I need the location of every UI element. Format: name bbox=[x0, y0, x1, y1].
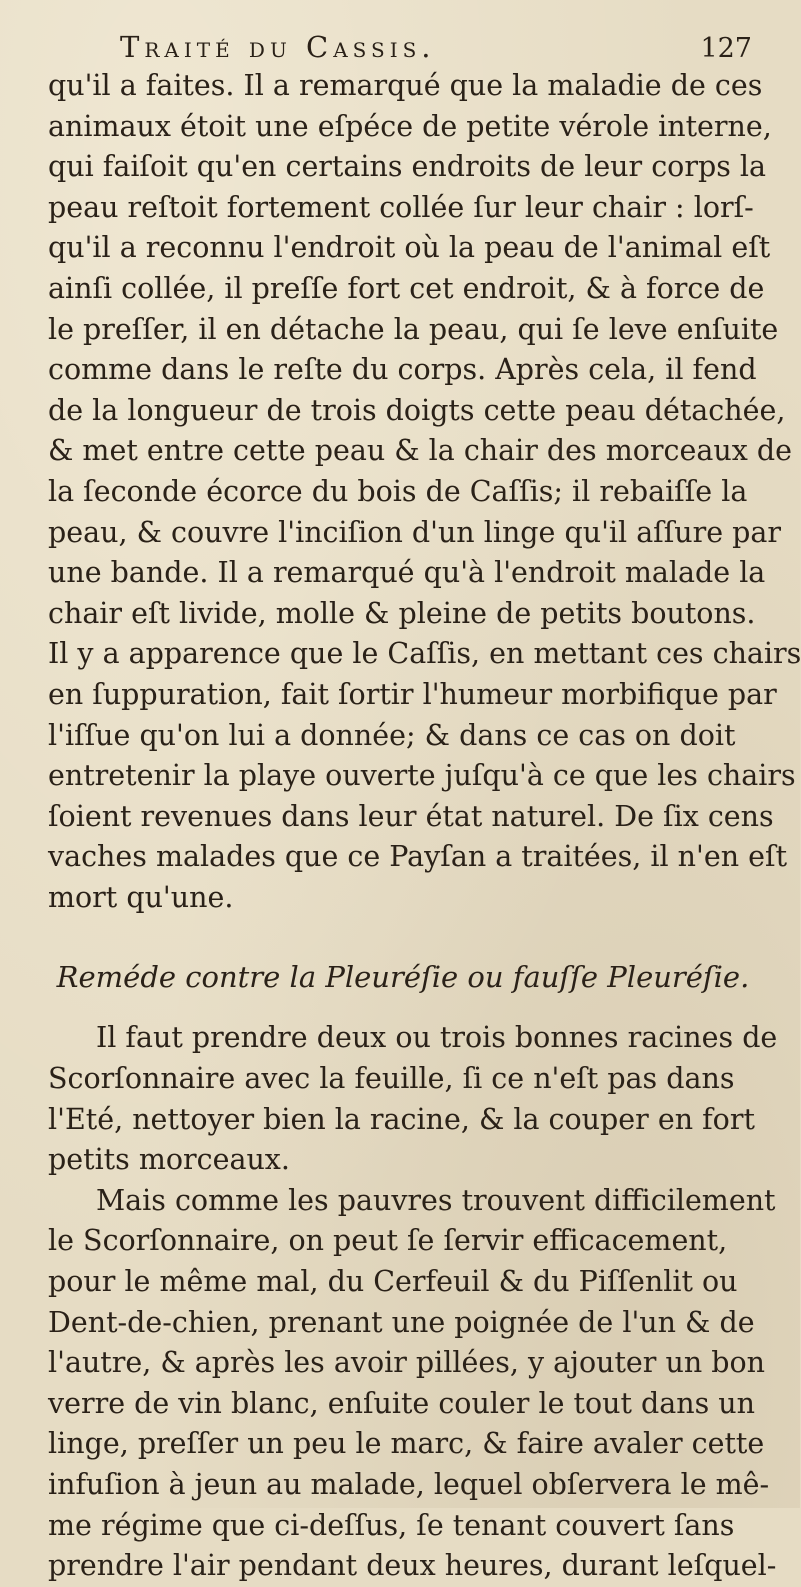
text-line: pour le même mal, du Cerfeuil & du Piſſenlit ou bbox=[48, 1265, 738, 1299]
running-head bbox=[48, 30, 758, 64]
text-line: le preſſer, il en détache la peau, qui ſe leve enſuite bbox=[48, 312, 779, 346]
text-line: de la longueur de trois doigts cette peau détachée, bbox=[48, 393, 786, 427]
text-line: comme dans le reſte du corps. Après cela, il fend bbox=[48, 353, 757, 387]
text-line: prendre l'air pendant deux heures, durant leſquel- bbox=[48, 1549, 777, 1583]
text-line: Scorſonnaire avec la feuille, ſi ce n'eſt pas dans bbox=[48, 1062, 735, 1096]
running-title: Traité du Cassis. bbox=[120, 30, 436, 64]
text-line: qui faiſoit qu'en certains endroits de leur corps la bbox=[48, 150, 766, 184]
page-number: 127 bbox=[700, 33, 752, 64]
paragraph-1 bbox=[48, 66, 801, 918]
text-line: entretenir la playe ouverte juſqu'à ce que les chairs bbox=[48, 759, 796, 793]
text-line: Dent-de-chien, prenant une poignée de l'un & de bbox=[48, 1305, 755, 1339]
text-line: qu'il a reconnu l'endroit où la peau de l'animal eſt bbox=[48, 231, 771, 265]
text-line: vaches malades que ce Payſan a traitées, il n'en eſt bbox=[48, 840, 788, 874]
text-line: & met entre cette peau & la chair des morceaux de bbox=[48, 434, 792, 468]
paragraph-3 bbox=[48, 1181, 777, 1587]
text-line: Il y a apparence que le Caſſis, en mettant ces chairs bbox=[48, 637, 801, 671]
text-line: qu'il a faites. Il a remarqué que la maladie de ces bbox=[48, 69, 763, 102]
text-line: Mais comme les pauvres trouvent difficilement bbox=[96, 1183, 776, 1217]
text-line: l'Eté, nettoyer bien la racine, & la couper en fort bbox=[48, 1102, 755, 1136]
paragraph-2 bbox=[48, 1018, 778, 1180]
text-line: petits morceaux. bbox=[48, 1143, 290, 1177]
text-line: en ſuppuration, fait ſortir l'humeur morbifique par bbox=[48, 677, 777, 711]
text-line: ainſi collée, il preſſe fort cet endroit, & à force de bbox=[48, 271, 765, 305]
text-line: linge, preſſer un peu le marc, & faire avaler cette bbox=[48, 1427, 765, 1461]
text-line: l'autre, & après les avoir pillées, y ajouter un bon bbox=[48, 1346, 766, 1380]
text-line: la ſeconde écorce du bois de Caſſis; il rebaiſſe la bbox=[48, 474, 748, 508]
text-line: le Scorſonnaire, on peut ſe ſervir efficacement, bbox=[48, 1224, 728, 1258]
text-line: peau reſtoit fortement collée ſur leur chair : lorſ- bbox=[48, 190, 754, 224]
section-heading: Reméde contre la Pleuréſie ou fauſſe Pleuréſie. bbox=[56, 960, 750, 995]
text-line: Il faut prendre deux ou trois bonnes racines de bbox=[96, 1021, 778, 1055]
text-line: infuſion à jeun au malade, lequel obſervera le mê- bbox=[48, 1468, 770, 1501]
text-line: chair eſt livide, molle & pleine de petits boutons. bbox=[48, 596, 756, 630]
text-line: peau, & couvre l'inciſion d'un linge qu'il aſſure par bbox=[48, 515, 782, 549]
text-line: l'iſſue qu'on lui a donnée; & dans ce cas on doit bbox=[48, 718, 736, 752]
text-line: mort qu'une. bbox=[48, 880, 234, 914]
text-line: animaux étoit une eſpéce de petite vérole interne, bbox=[48, 109, 772, 143]
text-line: ſoient revenues dans leur état naturel. De ſix cens bbox=[48, 799, 774, 833]
text-line: une bande. Il a remarqué qu'à l'endroit malade la bbox=[48, 556, 766, 590]
text-line: verre de vin blanc, enſuite couler le tout dans un bbox=[48, 1386, 755, 1420]
text-line: me régime que ci-deſſus, ſe tenant couvert ſans bbox=[48, 1508, 735, 1542]
